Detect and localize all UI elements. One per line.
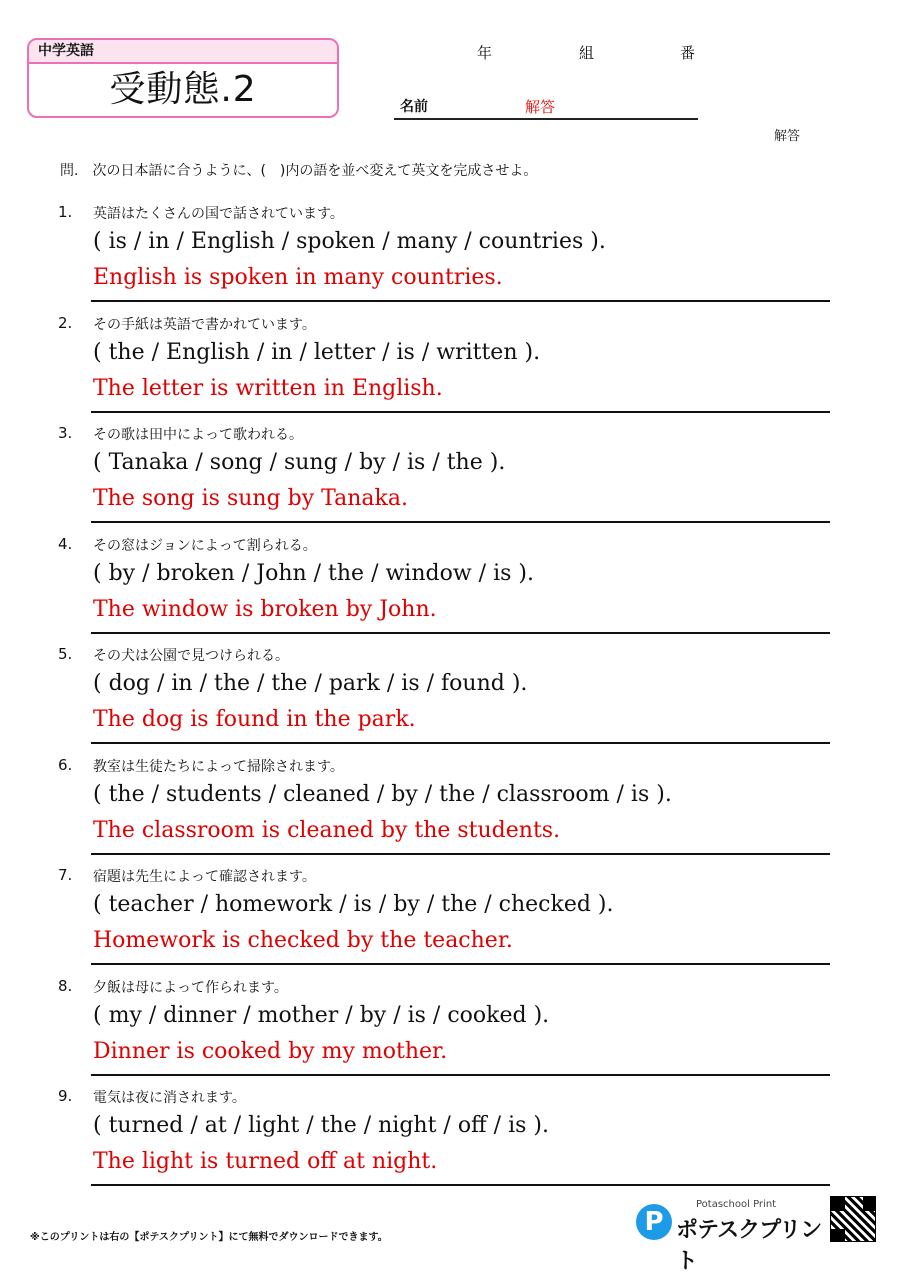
class-label: 組 xyxy=(579,44,595,62)
question-8 xyxy=(58,973,830,1083)
logo-p-icon: P xyxy=(636,1204,672,1240)
question-number: 1. xyxy=(58,203,73,221)
question-2 xyxy=(58,310,830,420)
question-words: ( the / students / cleaned / by / the / classroom / is ). xyxy=(93,782,672,807)
question-answer: Homework is checked by the teacher. xyxy=(93,928,513,953)
potaschool-logo[interactable] xyxy=(636,1198,830,1274)
name-underline xyxy=(394,118,698,120)
question-answer: The classroom is cleaned by the students. xyxy=(93,818,561,843)
question-words: ( Tanaka / song / sung / by / is / the ). xyxy=(93,450,506,475)
year-label: 年 xyxy=(477,44,493,62)
instruction-text: 次の日本語に合うように、( )内の語を並べ変えて英文を完成させよ。 xyxy=(92,163,538,179)
name-label: 名前 xyxy=(400,99,428,115)
unit-title: 受動態.2 xyxy=(109,69,257,110)
question-words: ( dog / in / the / the / park / is / found ). xyxy=(93,671,528,696)
logo-subtitle: Potaschool Print xyxy=(696,1199,777,1210)
number-label: 番 xyxy=(680,44,696,62)
question-4 xyxy=(58,531,830,641)
question-answer: The song is sung by Tanaka. xyxy=(93,486,408,511)
name-value: 解答 xyxy=(525,98,556,116)
question-divider xyxy=(91,411,830,413)
question-words: ( teacher / homework / is / by / the / checked ). xyxy=(93,892,614,917)
question-number: 4. xyxy=(58,535,73,553)
question-divider xyxy=(91,300,830,302)
question-japanese: 電気は夜に消されます。 xyxy=(93,1090,246,1106)
question-japanese: その手紙は英語で書かれています。 xyxy=(93,317,316,333)
instruction-mark: 問. xyxy=(60,163,79,179)
subject-label: 中学英語 xyxy=(29,40,337,64)
question-words: ( the / English / in / letter / is / written ). xyxy=(93,340,541,365)
question-divider xyxy=(91,963,830,965)
question-number: 2. xyxy=(58,314,73,332)
question-number: 7. xyxy=(58,866,73,884)
question-number: 8. xyxy=(58,977,73,995)
question-words: ( turned / at / light / the / night / off / is ). xyxy=(93,1113,549,1138)
answer-tag: 解答 xyxy=(774,129,801,144)
question-5 xyxy=(58,641,830,751)
question-3 xyxy=(58,420,830,530)
question-answer: The window is broken by John. xyxy=(93,597,437,622)
title-box xyxy=(27,38,339,118)
instruction xyxy=(60,160,537,180)
question-answer: The light is turned off at night. xyxy=(93,1149,438,1174)
question-divider xyxy=(91,1074,830,1076)
question-answer: The dog is found in the park. xyxy=(93,707,416,732)
question-japanese: その犬は公園で見つけられる。 xyxy=(93,648,289,664)
question-answer: English is spoken in many countries. xyxy=(93,265,503,290)
question-japanese: 宿題は先生によって確認されます。 xyxy=(93,869,316,885)
logo-brand: ポテスクプリント xyxy=(676,1218,822,1274)
question-number: 3. xyxy=(58,424,73,442)
question-japanese: 教室は生徒たちによって掃除されます。 xyxy=(93,759,344,775)
qr-code-icon[interactable] xyxy=(830,1196,876,1242)
question-divider xyxy=(91,632,830,634)
question-words: ( my / dinner / mother / by / is / cooked ). xyxy=(93,1003,550,1028)
question-9 xyxy=(58,1083,830,1193)
question-japanese: その窓はジョンによって割られる。 xyxy=(93,538,317,554)
question-divider xyxy=(91,742,830,744)
question-answer: Dinner is cooked by my mother. xyxy=(93,1039,448,1064)
question-divider xyxy=(91,521,830,523)
question-7 xyxy=(58,862,830,972)
question-words: ( is / in / English / spoken / many / countries ). xyxy=(93,229,606,254)
question-number: 5. xyxy=(58,645,73,663)
question-1 xyxy=(58,199,830,309)
question-answer: The letter is written in English. xyxy=(93,376,443,401)
question-divider xyxy=(91,853,830,855)
question-japanese: 英語はたくさんの国で話されています。 xyxy=(93,206,344,222)
footer-note: ※このプリントは右の【ポテスクプリント】にて無料でダウンロードできます。 xyxy=(30,1232,388,1243)
question-6 xyxy=(58,752,830,862)
question-divider xyxy=(91,1184,830,1186)
question-japanese: その歌は田中によって歌われる。 xyxy=(93,427,303,443)
question-number: 6. xyxy=(58,756,73,774)
question-words: ( by / broken / John / the / window / is ). xyxy=(93,561,534,586)
question-japanese: 夕飯は母によって作られます。 xyxy=(93,980,288,996)
question-number: 9. xyxy=(58,1087,73,1105)
